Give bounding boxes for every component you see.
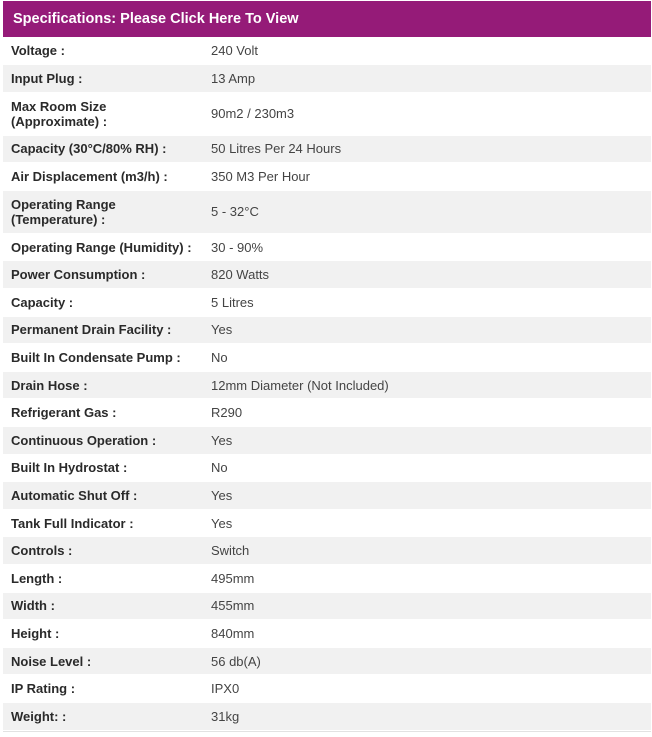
table-row: [3, 454, 651, 482]
spec-label: Air Displacement (m3/h) :: [3, 163, 203, 191]
spec-value: 31kg: [203, 702, 651, 730]
table-row: [3, 344, 651, 372]
table-row: [3, 399, 651, 427]
spec-label: Height :: [3, 620, 203, 648]
spec-value: 840mm: [203, 620, 651, 648]
spec-label: Built In Hydrostat :: [3, 454, 203, 482]
table-row: [3, 620, 651, 648]
spec-value: Switch: [203, 537, 651, 565]
spec-value: Yes: [203, 316, 651, 344]
spec-label: Operating Range (Humidity) :: [3, 233, 203, 261]
table-row: [3, 316, 651, 344]
spec-label: Automatic Shut Off :: [3, 482, 203, 510]
table-row: [3, 163, 651, 191]
spec-value: 13 Amp: [203, 65, 651, 93]
spec-label: Refrigerant Gas :: [3, 399, 203, 427]
spec-label: Continuous Operation :: [3, 427, 203, 455]
spec-label: Length :: [3, 565, 203, 593]
spec-value: No: [203, 454, 651, 482]
spec-label: IP Rating :: [3, 675, 203, 703]
table-row: [3, 592, 651, 620]
spec-label: Voltage :: [3, 37, 203, 65]
spec-value: Yes: [203, 482, 651, 510]
spec-label: Permanent Drain Facility :: [3, 316, 203, 344]
spec-label: Power Consumption :: [3, 261, 203, 289]
spec-value: 240 Volt: [203, 37, 651, 65]
spec-value: 50 Litres Per 24 Hours: [203, 135, 651, 163]
spec-label: Weight: :: [3, 702, 203, 730]
table-row: [3, 482, 651, 510]
table-row: [3, 537, 651, 565]
spec-label: Max Room Size (Approximate) :: [3, 92, 203, 135]
spec-label: Input Plug :: [3, 65, 203, 93]
spec-label: Tank Full Indicator :: [3, 509, 203, 537]
table-row: [3, 289, 651, 317]
table-row: [3, 233, 651, 261]
spec-value: 820 Watts: [203, 261, 651, 289]
table-row: [3, 135, 651, 163]
spec-label: Capacity :: [3, 289, 203, 317]
spec-value: IPX0: [203, 675, 651, 703]
spec-value: 12mm Diameter (Not Included): [203, 371, 651, 399]
spec-label: Operating Range (Temperature) :: [3, 190, 203, 233]
table-row: [3, 92, 651, 135]
specifications-table: [3, 37, 651, 731]
table-row: [3, 37, 651, 65]
table-row: [3, 371, 651, 399]
specifications-panel: [3, 1, 651, 732]
specifications-toggle-header[interactable]: Specifications: Please Click Here To View: [3, 1, 651, 37]
spec-value: R290: [203, 399, 651, 427]
spec-label: Capacity (30°C/80% RH) :: [3, 135, 203, 163]
spec-value: 90m2 / 230m3: [203, 92, 651, 135]
spec-value: 455mm: [203, 592, 651, 620]
spec-value: Yes: [203, 509, 651, 537]
spec-label: Controls :: [3, 537, 203, 565]
spec-value: 56 db(A): [203, 647, 651, 675]
spec-label: Drain Hose :: [3, 371, 203, 399]
table-row: [3, 65, 651, 93]
table-row: [3, 675, 651, 703]
spec-value: 5 - 32°C: [203, 190, 651, 233]
spec-value: 5 Litres: [203, 289, 651, 317]
spec-label: Noise Level :: [3, 647, 203, 675]
spec-label: Width :: [3, 592, 203, 620]
table-row: [3, 261, 651, 289]
table-row: [3, 427, 651, 455]
table-bottom-divider: [3, 731, 651, 732]
table-row: [3, 702, 651, 730]
spec-value: 350 M3 Per Hour: [203, 163, 651, 191]
table-row: [3, 647, 651, 675]
spec-value: Yes: [203, 427, 651, 455]
spec-value: No: [203, 344, 651, 372]
table-row: [3, 509, 651, 537]
spec-value: 30 - 90%: [203, 233, 651, 261]
spec-value: 495mm: [203, 565, 651, 593]
table-row: [3, 190, 651, 233]
table-row: [3, 565, 651, 593]
spec-label: Built In Condensate Pump :: [3, 344, 203, 372]
